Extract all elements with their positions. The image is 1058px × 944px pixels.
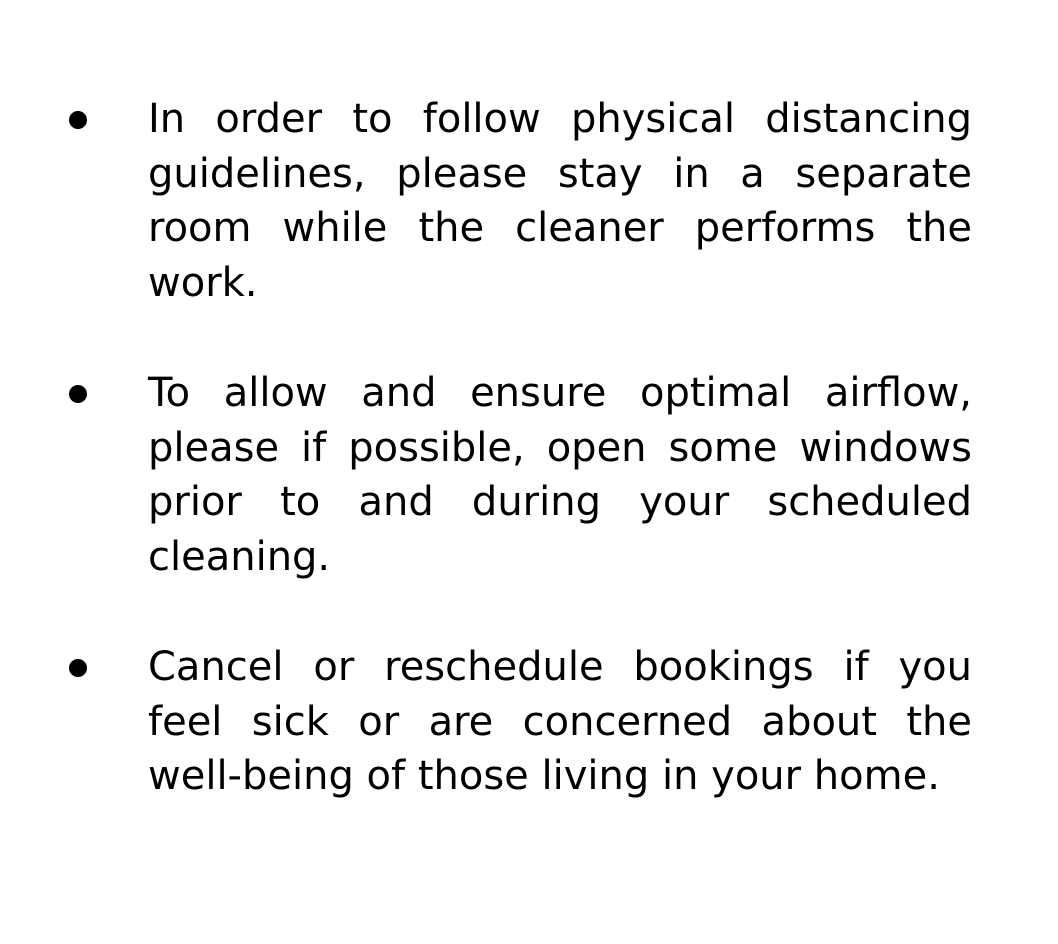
guidelines-list <box>0 92 1058 860</box>
list-item <box>0 92 1058 310</box>
list-item-text: In order to follow physical distancing guidelines, please stay in a separate room while the cleaner performs the work. <box>148 96 972 306</box>
bullet-dot-icon <box>69 111 87 129</box>
list-item <box>0 640 1058 804</box>
bullet-dot-icon <box>69 659 87 677</box>
list-item-text: To allow and ensure optimal airflow, please if possible, open some windows prior to and during your scheduled cleaning. <box>148 370 972 580</box>
bullet-dot-icon <box>69 385 87 403</box>
list-item <box>0 366 1058 584</box>
list-item-text: Cancel or reschedule bookings if you feel sick or are concerned about the well-being of those living in your home. <box>148 644 972 799</box>
